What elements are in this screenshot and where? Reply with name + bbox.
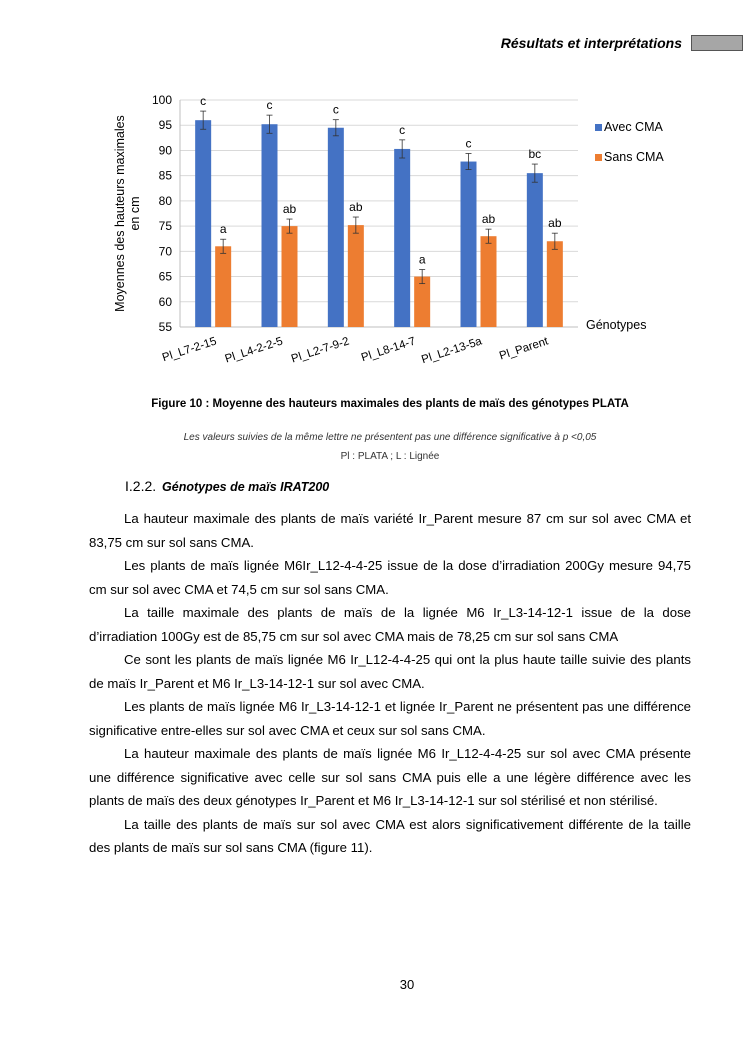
legend-swatch (595, 124, 602, 131)
figure-abbreviations: Pl : PLATA ; L : Lignée (340, 451, 440, 462)
figure-note: Les valeurs suivies de la même lettre ne présentent pas une différence significative à p <0,05 (183, 432, 597, 443)
y-tick-label: 75 (158, 219, 172, 234)
y-tick-label: 70 (158, 244, 172, 259)
bar (414, 277, 430, 327)
section-title: Génotypes de maïs IRAT200 (162, 480, 330, 494)
paragraph: Les plants de maïs lignée M6 Ir_L3-14-12-1 et lignée Ir_Parent ne présentent pas une différence significative entre-elles sur sol avec CMA et ceux sur sol sans CMA. (89, 699, 691, 738)
significance-letter: c (465, 136, 472, 151)
x-tick-label: Pl_L4-2-2-5 (223, 335, 285, 366)
legend-label: Sans CMA (604, 150, 664, 164)
y-tick-label: 100 (151, 93, 172, 107)
significance-letter: c (332, 102, 339, 117)
x-tick-label: Pl_Parent (498, 335, 550, 363)
bar (394, 149, 410, 327)
paragraph: La taille des plants de maïs sur sol avec CMA est alors significativement différente de la taille des plants de maïs sur sol sans CMA (figure 11). (89, 816, 691, 855)
y-tick-label: 90 (158, 143, 172, 158)
bar (481, 236, 497, 327)
y-tick-label: 95 (158, 118, 172, 133)
page-number: 30 (399, 977, 415, 992)
legend-label: Avec CMA (604, 120, 663, 134)
x-axis-label: Génotypes (586, 318, 647, 332)
paragraph: Les plants de maïs lignée M6Ir_L12-4-4-25 issue de la dose d’irradiation 200Gy mesure 94,75 cm sur sol avec CMA et 74,5 cm sur sol sans CMA. (89, 558, 691, 597)
paragraph: La taille maximale des plants de maïs de la lignée M6 Ir_L3-14-12-1 issue de la dose d’irradiation 100Gy est de 85,75 cm sur sol avec CMA mais de 78,25 cm sur sol sans CMA (89, 605, 691, 644)
y-axis-label: Moyennes des hauteurs maximales (113, 115, 127, 312)
y-tick-label: 80 (158, 193, 172, 208)
paragraph: La hauteur maximale des plants de maïs variété Ir_Parent mesure 87 cm sur sol avec CMA et 83,75 cm sur sol sans CMA. (89, 511, 691, 550)
y-tick-label: 60 (158, 294, 172, 309)
bar (282, 226, 298, 327)
significance-letter: c (399, 122, 406, 137)
significance-letter: c (266, 98, 273, 113)
x-tick-label: Pl_L8-14-7 (359, 335, 418, 365)
body-text (89, 507, 691, 860)
significance-letter: a (418, 252, 426, 267)
bar (527, 173, 543, 327)
bar (328, 128, 344, 327)
significance-letter: a (219, 222, 227, 237)
section-number: I.2.2. (125, 478, 157, 494)
y-tick-label: 55 (158, 320, 172, 334)
bar (215, 246, 231, 327)
significance-letter: ab (349, 200, 363, 215)
significance-letter: ab (481, 212, 496, 227)
bar (262, 124, 278, 327)
figure-caption: Figure 10 : Moyenne des hauteurs maximales des plants de maïs des génotypes PLATA (151, 398, 629, 410)
legend-swatch (595, 154, 602, 161)
significance-letter: ab (548, 216, 562, 231)
bar-chart (100, 88, 680, 378)
bar (195, 120, 211, 327)
significance-letter: ab (282, 202, 297, 217)
significance-letter: c (200, 94, 207, 109)
y-tick-label: 85 (158, 168, 172, 183)
paragraph: La hauteur maximale des plants de maïs lignée M6 Ir_L12-4-4-25 sur sol avec CMA présente une différence significative avec celle sur sol sans CMA puis elle a une légère différence avec les plants de maïs des deux génotypes Ir_Parent et M6 Ir_L3-14-12-1 sur sol stérilisé et non stérilisé. (89, 746, 691, 808)
x-tick-label: Pl_L2-13-5a (420, 335, 484, 367)
bar (547, 241, 563, 327)
y-tick-label: 65 (158, 269, 172, 284)
section-heading (125, 478, 329, 494)
y-axis-label-line2: en cm (128, 196, 142, 231)
header-decoration-box (691, 35, 743, 51)
bar (461, 162, 477, 327)
page-header-title: Résultats et interprétations (500, 35, 682, 51)
chart-svg (100, 88, 680, 378)
significance-letter: bc (528, 147, 542, 162)
paragraph: Ce sont les plants de maïs lignée M6 Ir_L12-4-4-25 qui ont la plus haute taille suivie des plants de maïs Ir_Parent et M6 Ir_L3-14-12-1 sur sol avec CMA. (89, 652, 691, 691)
x-tick-label: Pl_L7-2-15 (160, 335, 219, 365)
bar (348, 225, 364, 327)
x-tick-label: Pl_L2-7-9-2 (289, 335, 351, 366)
